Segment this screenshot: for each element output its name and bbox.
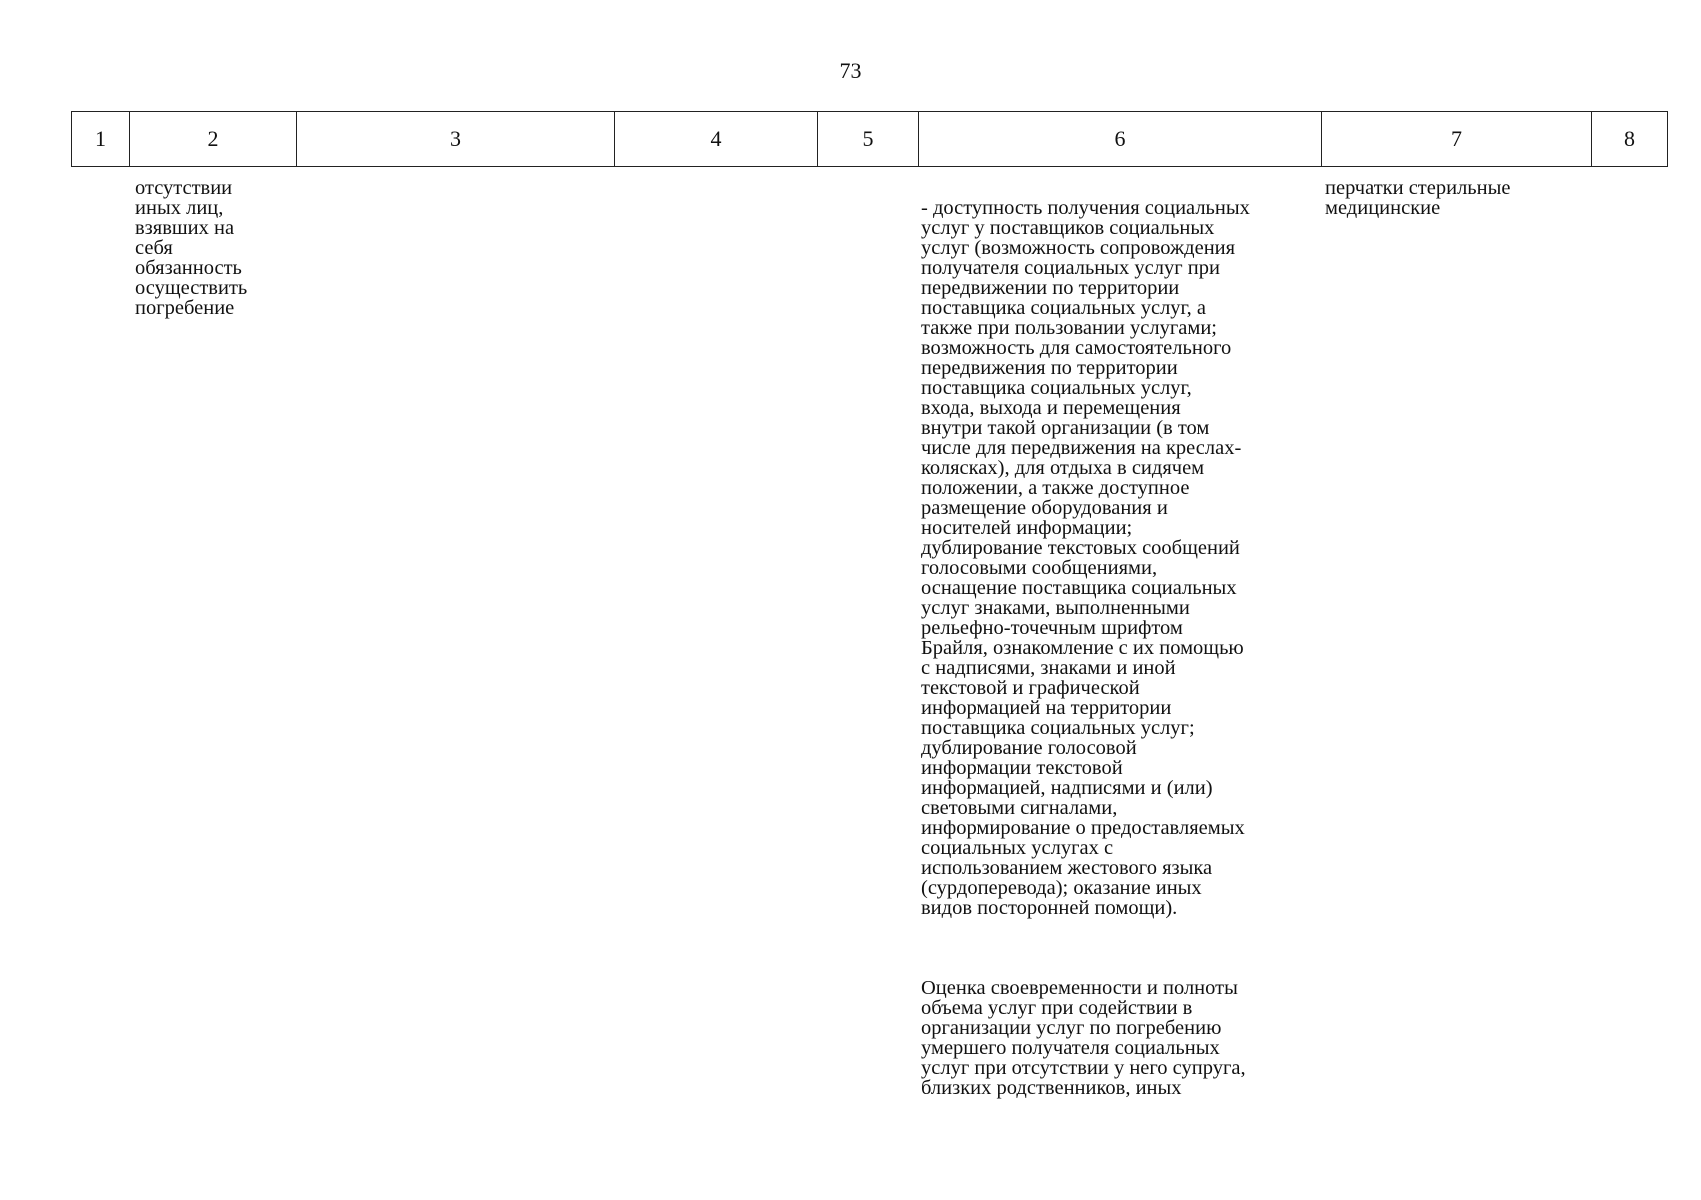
page-number: 73	[839, 58, 862, 83]
assessment-paragraph: Оценка своевременности и полноты объема услуг при содействии в организации услуг по погребению умершего получателя социальных услуг при отсутствии у него супруга, близких родственников, иных	[921, 977, 1246, 1099]
column-header-6: 6	[919, 112, 1322, 167]
column-header-2: 2	[130, 112, 297, 167]
column-header-1: 1	[72, 112, 130, 167]
column-header-8: 8	[1592, 112, 1668, 167]
column-header-5: 5	[818, 112, 919, 167]
accessibility-paragraph: - доступность получения социальных услуг у поставщиков социальных услуг (возможность сопровождения получателя социальных услуг при передвижении по территории поставщика социальных услуг, а также при пользовании услугами; возможность для самостоятельного передвижения по территории поставщика социальных услуг, входа, выхода и перемещения внутри такой организации (в том числе для передвижения на креслах- колясках), для отдыха в сидячем положении, а также доступное размещение оборудования и носителей информации; дублирование текстовых сообщений голосовыми сообщениями, оснащение поставщика социальных услуг знаками, выполненными рельефно-точечным шрифтом Брайля, ознакомление с их помощью с надписями, знаками и иной текстовой и графической информацией на территории поставщика социальных услуг; дублирование голосовой информации текстовой информацией, надписями и (или) световыми сигналами, информирование о предоставляемых социальных услугах с использованием жестового языка (сурдоперевода); оказание иных видов посторонней помощи).	[921, 197, 1250, 919]
equipment-text: перчатки стерильные медицинские	[1325, 177, 1511, 219]
column-number-header	[71, 111, 1668, 167]
quality-indicators-cell	[921, 178, 1321, 1118]
paragraph-spacer	[921, 938, 1321, 958]
column-header-7: 7	[1322, 112, 1592, 167]
service-condition-text: отсутствии иных лиц, взявших на себя обязанность осуществить погребение	[135, 177, 248, 319]
column-header-3: 3	[297, 112, 615, 167]
column-header-4: 4	[615, 112, 818, 167]
